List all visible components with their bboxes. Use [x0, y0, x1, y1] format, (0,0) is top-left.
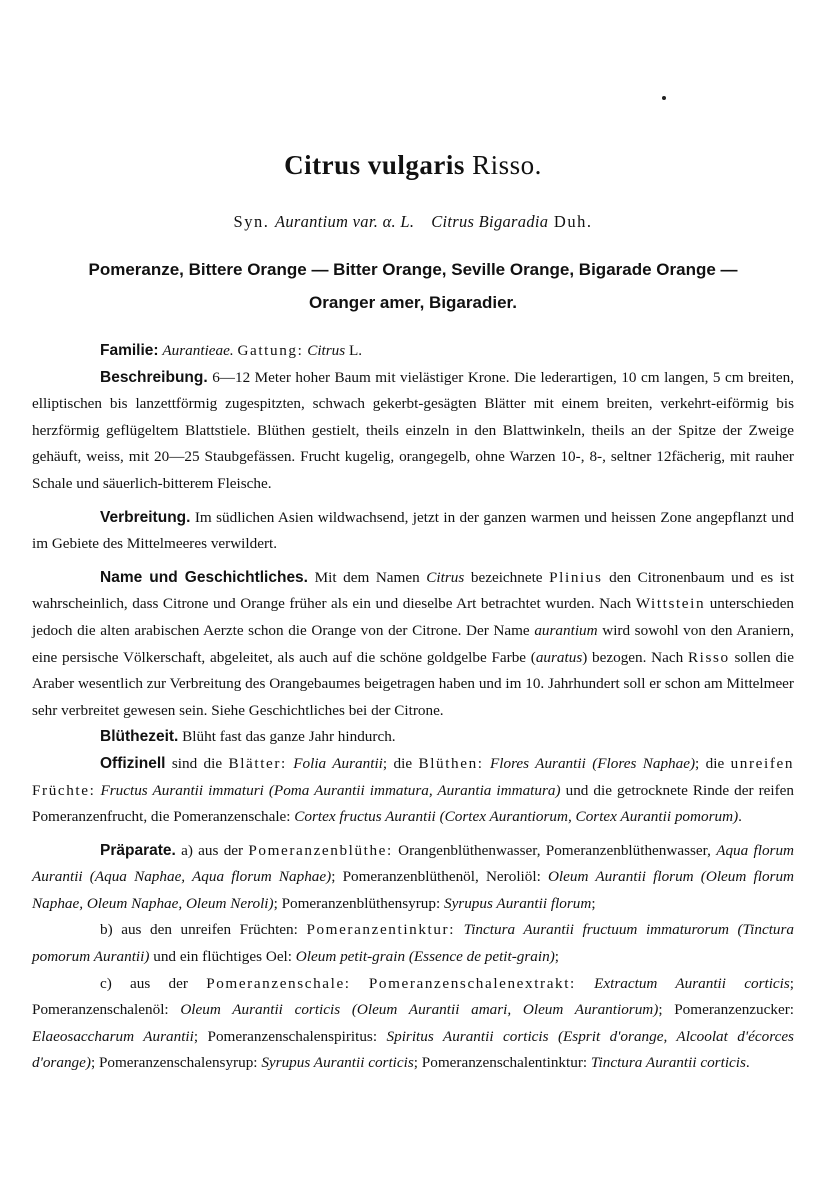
bluethezeit-label: Blüthezeit.	[100, 728, 179, 746]
offizinell-fructus: Fructus Aurantii immaturi (Poma Aurantii immatura, Aurantia immatura)	[100, 781, 561, 799]
praeparate-a-5: ; Pomeranzenblüthensyrup:	[273, 894, 441, 912]
praeparate-c-source: Pomeranzenschale:	[206, 974, 351, 992]
offizinell-text-5: .	[738, 808, 742, 826]
bluethezeit-text: Blüht fast das ganze Jahr hindurch.	[182, 728, 396, 746]
synonym-prefix: Syn.	[233, 212, 270, 231]
offizinell-folia: Folia Aurantii	[293, 754, 383, 772]
praeparate-b-1: Tinctura Aurantii fructuum immaturorum (Tinctura pomorum Aurantii)	[32, 921, 795, 966]
name-citrus: Citrus	[426, 568, 465, 586]
praeparate-c-7: Spiritus Aurantii corticis (Esprit d'orange, Alcoolat d'écorces d'orange)	[32, 1027, 794, 1072]
praeparate-c-12: .	[745, 1054, 750, 1072]
offizinell-bluethen: Blüthen:	[418, 754, 484, 772]
praeparate-a-7: ;	[591, 894, 596, 912]
praeparate-b-4: ;	[554, 948, 559, 966]
praeparate-b-2: und ein flüchtiges Oel:	[153, 948, 292, 966]
common-names-line-1: Pomeranze, Bittere Orange — Bitter Orange, Seville Orange, Bigarade Orange —	[88, 260, 738, 279]
offizinell-text-4: und die getrocknete Rinde der reifen Pomeranzenfrucht, die Pomeranzenschale:	[32, 781, 795, 826]
praeparate-a-1: Orangenblüthenwasser, Pomeranzenblüthenwasser,	[398, 841, 711, 859]
verbreitung-text: Im südlichen Asien wildwachsend, jetzt in der ganzen warmen und heissen Zone angepflanzt und im Gebiete des Mittelmeeres verwildert.	[32, 508, 794, 553]
name-label: Name und Geschichtliches.	[100, 568, 308, 586]
offizinell-flores: Flores Aurantii (Flores Naphae)	[489, 754, 696, 772]
praeparate-c-5: Elaeosaccharum Aurantii	[32, 1027, 194, 1045]
praeparate-c-prefix: c) aus der	[100, 974, 188, 992]
offizinell-text-1: sind die	[171, 754, 223, 772]
praeparate-a-2: Aqua florum Aurantii (Aqua Naphae, Aqua florum Naphae)	[32, 841, 795, 886]
praeparate-paragraph-a	[32, 838, 794, 918]
praeparate-a-6: Syrupus Aurantii florum	[443, 894, 592, 912]
page-title	[0, 150, 826, 181]
praeparate-a-source: Pomeranzenblüthe:	[248, 841, 393, 859]
praeparate-c-10: ; Pomeranzenschalentinktur:	[413, 1054, 588, 1072]
praeparate-c-9: Syrupus Aurantii corticis	[261, 1054, 414, 1072]
praeparate-c-11: Tinctura Aurantii corticis	[590, 1054, 746, 1072]
name-text-6: ) bezogen. Nach	[582, 648, 684, 666]
body-text	[32, 338, 794, 1077]
name-wittstein: Wittstein	[635, 595, 706, 613]
name-risso: Risso	[687, 648, 730, 666]
genus-author: L.	[348, 342, 363, 359]
name-text-7: sollen die Araber wesentlich zur Verbreitung des Orangebaumes beigetragen haben und im 10. Jahrhundert soll er schon am Mittelmeer sehr verbreitet gewesen sein. Siehe Geschichtliches bei der Citrone.	[32, 648, 795, 719]
offizinell-label: Offizinell	[100, 754, 166, 772]
family-name: Aurantieae.	[162, 342, 234, 359]
offizinell-cortex-2: (Cortex Aurantiorum, Cortex Aurantii pomorum)	[439, 808, 739, 826]
praeparate-c-3: Oleum Aurantii corticis (Oleum Aurantii amari, Oleum Aurantiorum)	[180, 1001, 659, 1019]
synonym-name-2: Citrus Bigaradia	[431, 212, 549, 231]
genus-name: Citrus	[307, 342, 346, 359]
name-aurantium: aurantium	[534, 621, 598, 639]
praeparate-a-prefix: a) aus der	[181, 841, 244, 859]
bluethezeit-paragraph	[32, 724, 794, 751]
species-author: Risso.	[472, 150, 542, 180]
familie-paragraph	[32, 338, 794, 365]
praeparate-label: Präparate.	[100, 841, 176, 859]
name-text-4: unterschieden jedoch die alten arabischen Aerzte schon die Orange von der Citrone. Der Name	[32, 595, 795, 639]
synonym-name-1: Aurantium var. α. L.	[274, 212, 415, 231]
verbreitung-label: Verbreitung.	[100, 508, 191, 526]
name-paragraph	[32, 565, 794, 725]
name-plinius: Plinius	[549, 568, 603, 586]
praeparate-c-6: ; Pomeranzenschalenspiritus:	[193, 1027, 378, 1045]
praeparate-paragraph-b	[32, 917, 794, 970]
praeparate-paragraph-c	[32, 971, 794, 1077]
praeparate-b-3: Oleum petit-grain (Essence de petit-grain)	[295, 948, 555, 966]
synonym-author-2: Duh.	[553, 212, 593, 231]
ink-speck	[662, 96, 666, 100]
praeparate-c-2: ; Pomeranzenschalenöl:	[32, 974, 795, 1019]
praeparate-c-4: ; Pomeranzenzucker:	[658, 1001, 794, 1019]
name-text-5: wird sowohl von den Araniern, eine persische Völkerschaft, abgeleitet, als auch auf die schöne goldgelbe Farbe (	[32, 621, 795, 666]
beschreibung-label: Beschreibung.	[100, 368, 208, 386]
offizinell-paragraph	[32, 751, 794, 831]
name-text-1: Mit dem Namen	[314, 568, 420, 586]
name-text-3: den Citronenbaum und es ist wahrscheinlich, dass Citrone und Orange früher als ein und dieselbe Art betrachtet wurden. Nach	[32, 568, 795, 613]
beschreibung-text: 6—12 Meter hoher Baum mit vielästiger Krone. Die lederartigen, 10 cm langen, 5 cm breiten, elliptischen bis lanzettförmig zugespitzten, schwach gekerbt-gesägten Blätter mit einem breiten, verkehrt-eiförmig bis herzförmig geflügeltem Blattstiele. Blüthen gestielt, theils einzeln in den Blattwinkeln, theils an der Spitze der Zweige gehäuft, weiss, mit 20—25 Staubgefässen. Frucht kugelig, orangegelb, ohne Warzen 10-, 8-, seltner 12fächerig, mit rauher Schale und säuerlich-bitterem Fleische.	[32, 368, 795, 492]
offizinell-blaetter: Blätter:	[228, 754, 287, 772]
praeparate-c-extrakt: Pomeranzenschalenextrakt:	[368, 974, 576, 992]
offizinell-fruechte: unreifen Früchte:	[32, 754, 795, 799]
praeparate-c-1: Extractum Aurantii corticis	[594, 974, 790, 992]
verbreitung-paragraph	[32, 505, 794, 558]
common-names-line-2: Oranger amer, Bigaradier.	[309, 293, 517, 312]
beschreibung-paragraph	[32, 365, 794, 498]
praeparate-a-4: Oleum Aurantii florum (Oleum florum Naphae, Oleum Naphae, Oleum Neroli)	[32, 868, 795, 912]
offizinell-text-2: ; die	[382, 754, 413, 772]
offizinell-text-3: ; die	[695, 754, 725, 772]
name-text-2: bezeichnete	[470, 568, 543, 586]
name-auratus: auratus	[535, 648, 583, 666]
praeparate-c-8: ; Pomeranzenschalensyrup:	[90, 1054, 258, 1072]
species-name: Citrus vulgaris	[284, 150, 465, 180]
familie-label: Familie:	[100, 342, 159, 359]
praeparate-a-3: ; Pomeranzenblüthenöl, Neroliöl:	[331, 868, 541, 886]
gattung-label: Gattung:	[237, 342, 304, 359]
praeparate-b-source: Pomeranzentinktur:	[306, 921, 456, 939]
praeparate-b-prefix: b) aus den unreifen Früchten:	[100, 921, 298, 939]
offizinell-cortex: Cortex fructus Aurantii	[294, 808, 436, 826]
synonym-line	[0, 212, 826, 232]
